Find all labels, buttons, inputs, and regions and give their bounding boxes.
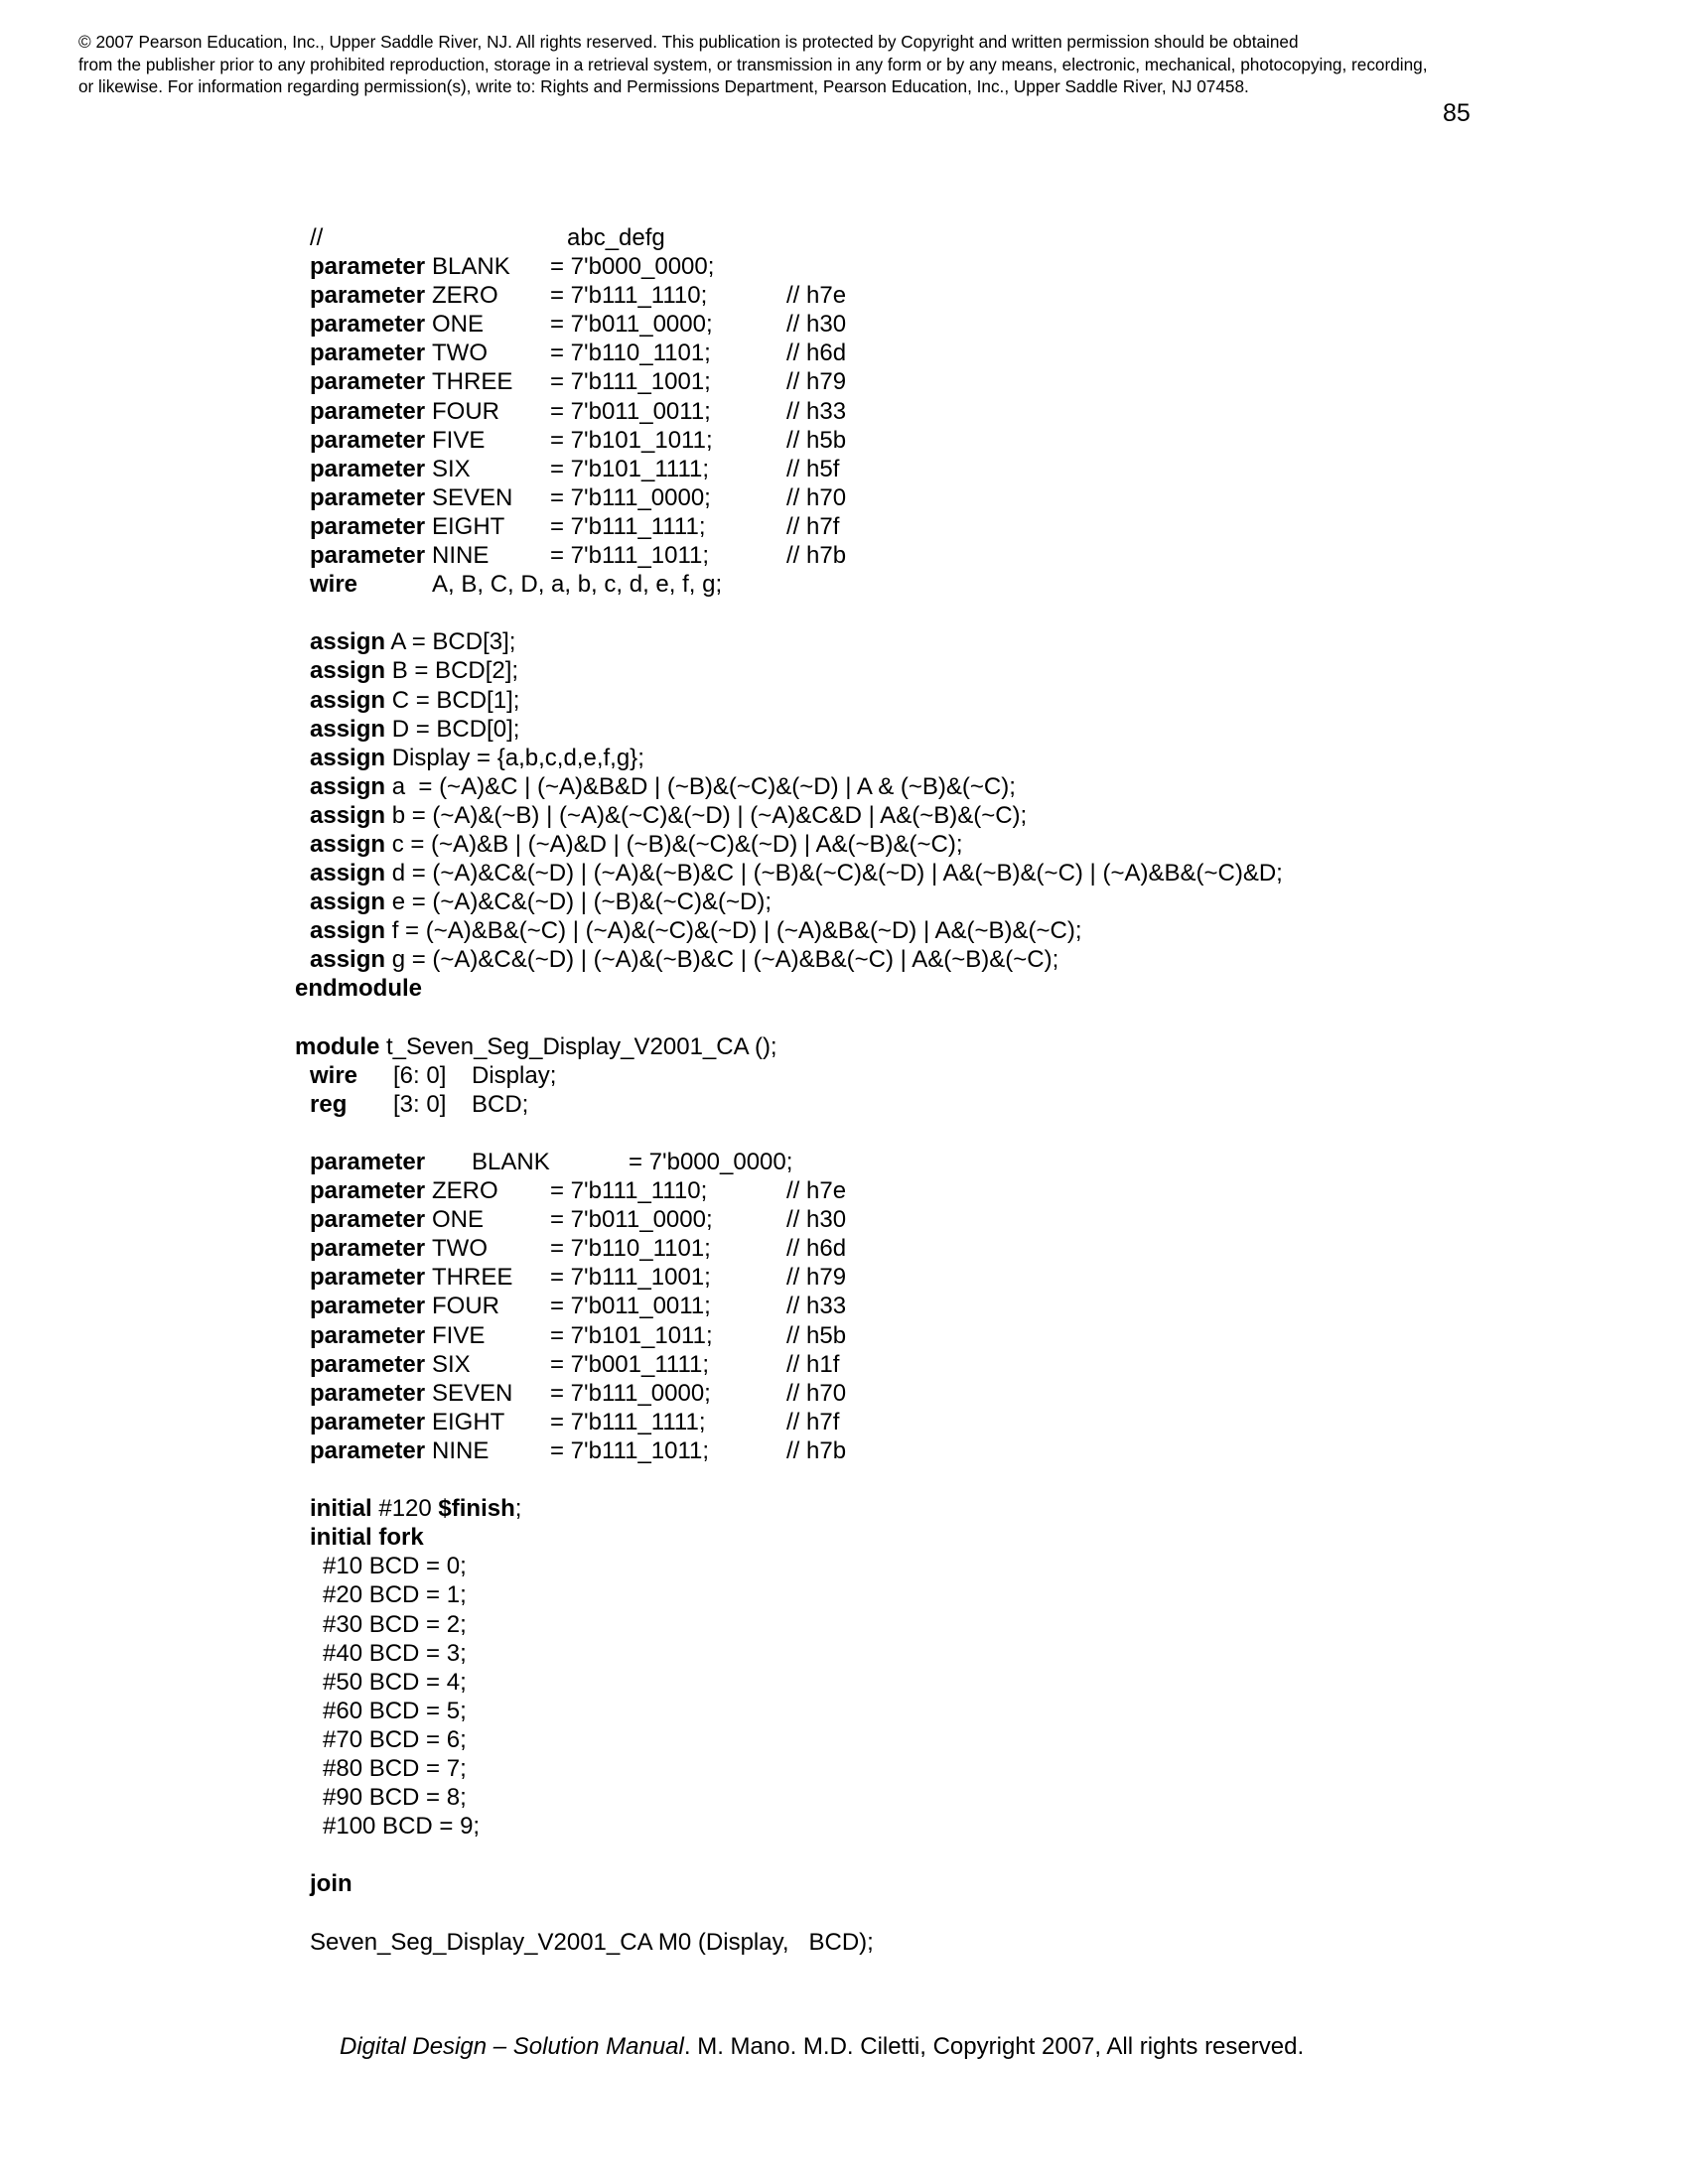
code-text: #50 BCD = 4; [323,1668,467,1696]
keyword: parameter [310,368,426,396]
parameter-name: EIGHT [432,512,505,540]
footer-credits: . M. Mano. M.D. Ciletti, Copyright 2007, All rights reserved. [683,2033,1305,2060]
wire-list: A, B, C, D, a, b, c, d, e, f, g; [432,571,723,599]
code-statement [323,1552,467,1580]
code-line [0,1725,1688,1754]
parameter-name: SIX [432,1350,471,1378]
code-line [0,1032,1688,1061]
code-line [0,541,1688,570]
parameter-name: THREE [432,1264,513,1292]
hex-comment: // h70 [786,483,847,511]
parameter-name: THREE [432,368,513,396]
code-text: Seven_Seg_Display_V2001_CA M0 (Display, BCD); [310,1928,874,1956]
keyword: parameter [310,1177,426,1205]
keyword: assign [310,946,386,974]
code-line [0,1580,1688,1609]
keyword: parameter [310,1379,426,1407]
code-text: #80 BCD = 7; [323,1754,467,1782]
hex-comment: // h5b [786,1321,847,1349]
parameter-name: ONE [432,311,485,339]
code-line [0,1119,1688,1148]
signal-name: BCD; [472,1090,529,1118]
keyword: join [310,1870,352,1898]
keyword: initial fork [310,1524,424,1552]
parameter-value: = 7'b111_0000; [550,1379,711,1407]
parameter-value: = 7'b110_1101; [550,1235,711,1263]
code-line [0,281,1688,310]
parameter-name: SEVEN [432,483,513,511]
code-line [0,1783,1688,1812]
code-line [0,1869,1688,1898]
code-line [0,1639,1688,1668]
code-line [0,310,1688,339]
keyword: module [295,1032,380,1060]
keyword: assign [310,657,386,685]
bit-range: [6: 0] [393,1061,447,1089]
code-line [0,1176,1688,1205]
keyword: wire [310,1061,358,1089]
code-text: d = (~A)&C&(~D) | (~A)&(~B)&C | (~B)&(~C)&(~D) | A&(~B)&(~C) | (~A)&B&(~C)&D; [385,860,1283,887]
parameter-value: = 7'b111_1001; [550,1264,711,1292]
keyword: parameter [310,1264,426,1292]
keyword: parameter [310,1408,426,1435]
hex-comment: // h70 [786,1379,847,1407]
code-line [0,252,1688,281]
code-text: D = BCD[0]; [385,715,520,743]
hex-comment: // h7b [786,1436,847,1464]
code-line [0,1465,1688,1494]
code-line [0,1263,1688,1292]
parameter-name: FIVE [432,426,486,454]
code-text: t_Seven_Seg_Display_V2001_CA (); [379,1032,777,1060]
keyword: parameter [310,1321,426,1349]
code-statement [310,859,1283,887]
keyword: parameter [310,1350,426,1378]
parameter-value: = 7'b001_1111; [550,1350,710,1378]
parameter-name: ZERO [432,282,498,310]
code-line [0,627,1688,656]
hex-comment: // h5f [786,455,840,482]
copyright-line: from the publisher prior to any prohibited reproduction, storage in a retrieval system, or transmission in any form or by any means, electronic, mechanical, photocopying, recording, [78,54,1428,74]
code-text: #70 BCD = 6; [323,1725,467,1753]
code-statement [310,801,1027,830]
hex-comment: // h33 [786,397,847,425]
page-number: 85 [1443,99,1471,127]
parameter-value: = 7'b000_0000; [629,1149,793,1175]
code-text: #10 BCD = 0; [323,1553,467,1580]
keyword: parameter [310,282,426,310]
keyword: parameter [310,311,426,339]
parameter-value: = 7'b111_1001; [550,368,711,396]
hex-comment: // h79 [786,368,847,396]
code-text: c = (~A)&B | (~A)&D | (~B)&(~C)&(~D) | A&(~B)&(~C); [385,830,963,858]
code-line [0,1436,1688,1465]
hex-comment: // h7f [786,1408,840,1435]
code-line [0,426,1688,455]
code-line [0,1668,1688,1697]
parameter-value: = 7'b111_1011; [550,1436,710,1464]
keyword: wire [310,571,358,599]
parameter-name: BLANK [432,253,510,281]
hex-comment: // h79 [786,1264,847,1292]
keyword: assign [310,830,386,858]
code-line [0,656,1688,685]
parameter-value: = 7'b011_0011; [550,397,711,425]
parameter-value: = 7'b011_0011; [550,1293,711,1320]
code-statement [323,1639,467,1668]
parameter-value: = 7'b111_0000; [550,483,711,511]
keyword: parameter [310,1206,426,1234]
code-line [0,772,1688,801]
code-statement [323,1783,467,1812]
parameter-name: ONE [432,1206,485,1234]
keyword: parameter [310,1149,426,1175]
keyword: parameter [310,1436,426,1464]
footer-book-title: Digital Design – Solution Manual [340,2033,684,2060]
parameter-value: = 7'b111_1011; [550,542,710,570]
code-line [0,1928,1688,1957]
code-statement [310,887,772,916]
code-line [0,801,1688,830]
code-line [0,223,1688,252]
keyword: assign [310,715,386,743]
parameter-value: = 7'b011_0000; [550,1206,713,1234]
parameter-value: = 7'b101_1011; [550,426,713,454]
code-statement [323,1697,467,1725]
keyword: assign [310,628,386,656]
code-statement [323,1668,467,1697]
parameter-value: = 7'b000_0000; [550,253,715,281]
code-text: A = BCD[3]; [385,628,516,656]
code-text: f = (~A)&B&(~C) | (~A)&(~C)&(~D) | (~A)&B&(~D) | A&(~B)&(~C); [385,917,1082,945]
code-statement [310,945,1058,974]
code-line [0,945,1688,974]
parameter-name: TWO [432,340,488,367]
code-statement [323,1725,467,1754]
keyword: assign [310,686,386,714]
code-statement [310,627,515,656]
parameter-value: = 7'b011_0000; [550,311,713,339]
code-line [0,1523,1688,1552]
parameter-value: = 7'b101_1011; [550,1321,713,1349]
parameter-name: NINE [432,1436,490,1464]
parameter-name: BLANK [472,1149,550,1175]
page-footer [340,2033,1304,2061]
code-line [0,1494,1688,1523]
code-line [0,1292,1688,1320]
code-text: #40 BCD = 3; [323,1639,467,1667]
code-line [0,1379,1688,1408]
code-line [0,744,1688,772]
code-statement [310,1928,874,1957]
code-text: #20 BCD = 1; [323,1581,467,1609]
comment-marker: // [310,224,324,251]
code-statement [323,1754,467,1783]
parameter-value: = 7'b101_1111; [550,455,710,482]
keyword: parameter [310,397,426,425]
code-line [0,1148,1688,1176]
delay: #120 [371,1495,439,1523]
code-statement [310,686,519,715]
code-line [0,1004,1688,1032]
hex-comment: // h30 [786,311,847,339]
code-statement [323,1580,467,1609]
keyword: parameter [310,253,426,281]
code-statement [310,715,519,744]
code-text: C = BCD[1]; [385,686,520,714]
code-statement [310,916,1082,945]
keyword: assign [310,772,386,800]
bit-range: [3: 0] [393,1090,447,1118]
parameter-value: = 7'b111_1110; [550,282,708,310]
code-line [0,715,1688,744]
parameter-name: FIVE [432,1321,486,1349]
code-line [0,686,1688,715]
code-line [0,859,1688,887]
code-line [0,1697,1688,1725]
parameter-name: EIGHT [432,1408,505,1435]
hex-comment: // h1f [786,1350,840,1378]
code-statement [310,772,1016,801]
code-line [0,1350,1688,1379]
parameter-value: = 7'b111_1110; [550,1177,708,1205]
code-text: #30 BCD = 2; [323,1610,467,1638]
keyword: parameter [310,483,426,511]
copyright-line: or likewise. For information regarding permission(s), write to: Rights and Permissions Department, Pearson Education, Inc., Upper Saddle River, NJ 07458. [78,76,1249,96]
keyword: parameter [310,512,426,540]
code-statement [310,1869,352,1898]
hex-comment: // h6d [786,340,847,367]
parameter-name: ZERO [432,1177,498,1205]
keyword: assign [310,860,386,887]
keyword: parameter [310,455,426,482]
hex-comment: // h30 [786,1206,847,1234]
code-line [0,830,1688,859]
hex-comment: // h6d [786,1235,847,1263]
copyright-line: © 2007 Pearson Education, Inc., Upper Saddle River, NJ. All rights reserved. This publication is protected by Copyright and written permission should be obtained [78,32,1299,52]
code-line [0,1061,1688,1090]
code-text: g = (~A)&C&(~D) | (~A)&(~B)&C | (~A)&B&(~C) | A&(~B)&(~C); [385,946,1059,974]
code-line [0,512,1688,541]
hex-comment: // h7e [786,282,847,310]
signal-name: Display; [472,1061,557,1089]
hex-comment: // h5b [786,426,847,454]
keyword: parameter [310,542,426,570]
system-task: $finish [438,1495,515,1523]
parameter-name: NINE [432,542,490,570]
code-line [0,916,1688,945]
code-text: Display = {a,b,c,d,e,f,g}; [385,744,644,771]
code-line [0,887,1688,916]
code-line [0,455,1688,483]
code-line [0,1205,1688,1234]
keyword: assign [310,801,386,829]
code-text: b = (~A)&(~B) | (~A)&(~C)&(~D) | (~A)&C&D | A&(~B)&(~C); [385,801,1028,829]
code-line [0,1321,1688,1350]
code-statement [295,1032,777,1061]
keyword: endmodule [295,975,423,1003]
initial-statement [310,1494,521,1523]
code-line [0,1812,1688,1841]
parameter-name: FOUR [432,397,499,425]
keyword: reg [310,1090,348,1118]
keyword: assign [310,917,386,945]
code-line [0,1234,1688,1263]
code-statement [323,1812,480,1841]
keyword: parameter [310,1293,426,1320]
code-statement [310,656,518,685]
parameter-name: SIX [432,455,471,482]
code-statement [323,1610,467,1639]
keyword: initial [310,1495,372,1523]
code-line [0,1408,1688,1436]
keyword: parameter [310,340,426,367]
parameter-name: TWO [432,1235,488,1263]
code-line [0,367,1688,396]
code-line [0,1552,1688,1580]
code-line [0,1898,1688,1927]
parameter-value: = 7'b110_1101; [550,340,711,367]
verilog-code-listing [0,223,1688,1957]
keyword: parameter [310,426,426,454]
code-line [0,339,1688,367]
code-line [0,1754,1688,1783]
segment-order-comment: abc_defg [567,224,665,251]
code-statement [310,830,963,859]
hex-comment: // h7e [786,1177,847,1205]
parameter-name: FOUR [432,1293,499,1320]
parameter-value: = 7'b111_1111; [550,1408,706,1435]
parameter-name: SEVEN [432,1379,513,1407]
code-statement [310,1523,424,1552]
code-line [0,483,1688,512]
hex-comment: // h7b [786,542,847,570]
code-text: e = (~A)&C&(~D) | (~B)&(~C)&(~D); [385,888,773,916]
code-line [0,1610,1688,1639]
code-line [0,599,1688,627]
hex-comment: // h33 [786,1293,847,1320]
code-text: #100 BCD = 9; [323,1813,481,1841]
parameter-value: = 7'b111_1111; [550,512,706,540]
code-line [0,974,1688,1003]
copyright-notice [78,31,1427,98]
code-text: a = (~A)&C | (~A)&B&D | (~B)&(~C)&(~D) | A & (~B)&(~C); [385,772,1016,800]
code-line [0,570,1688,599]
code-line [0,397,1688,426]
hex-comment: // h7f [786,512,840,540]
keyword: parameter [310,1235,426,1263]
code-line [0,1841,1688,1869]
code-line [0,1090,1688,1119]
code-statement [295,974,422,1003]
keyword: assign [310,744,386,771]
code-text: #60 BCD = 5; [323,1697,467,1724]
code-statement [310,744,644,772]
code-text: #90 BCD = 8; [323,1784,467,1812]
code-text: ; [514,1495,522,1523]
keyword: assign [310,888,386,916]
code-text: B = BCD[2]; [385,657,519,685]
